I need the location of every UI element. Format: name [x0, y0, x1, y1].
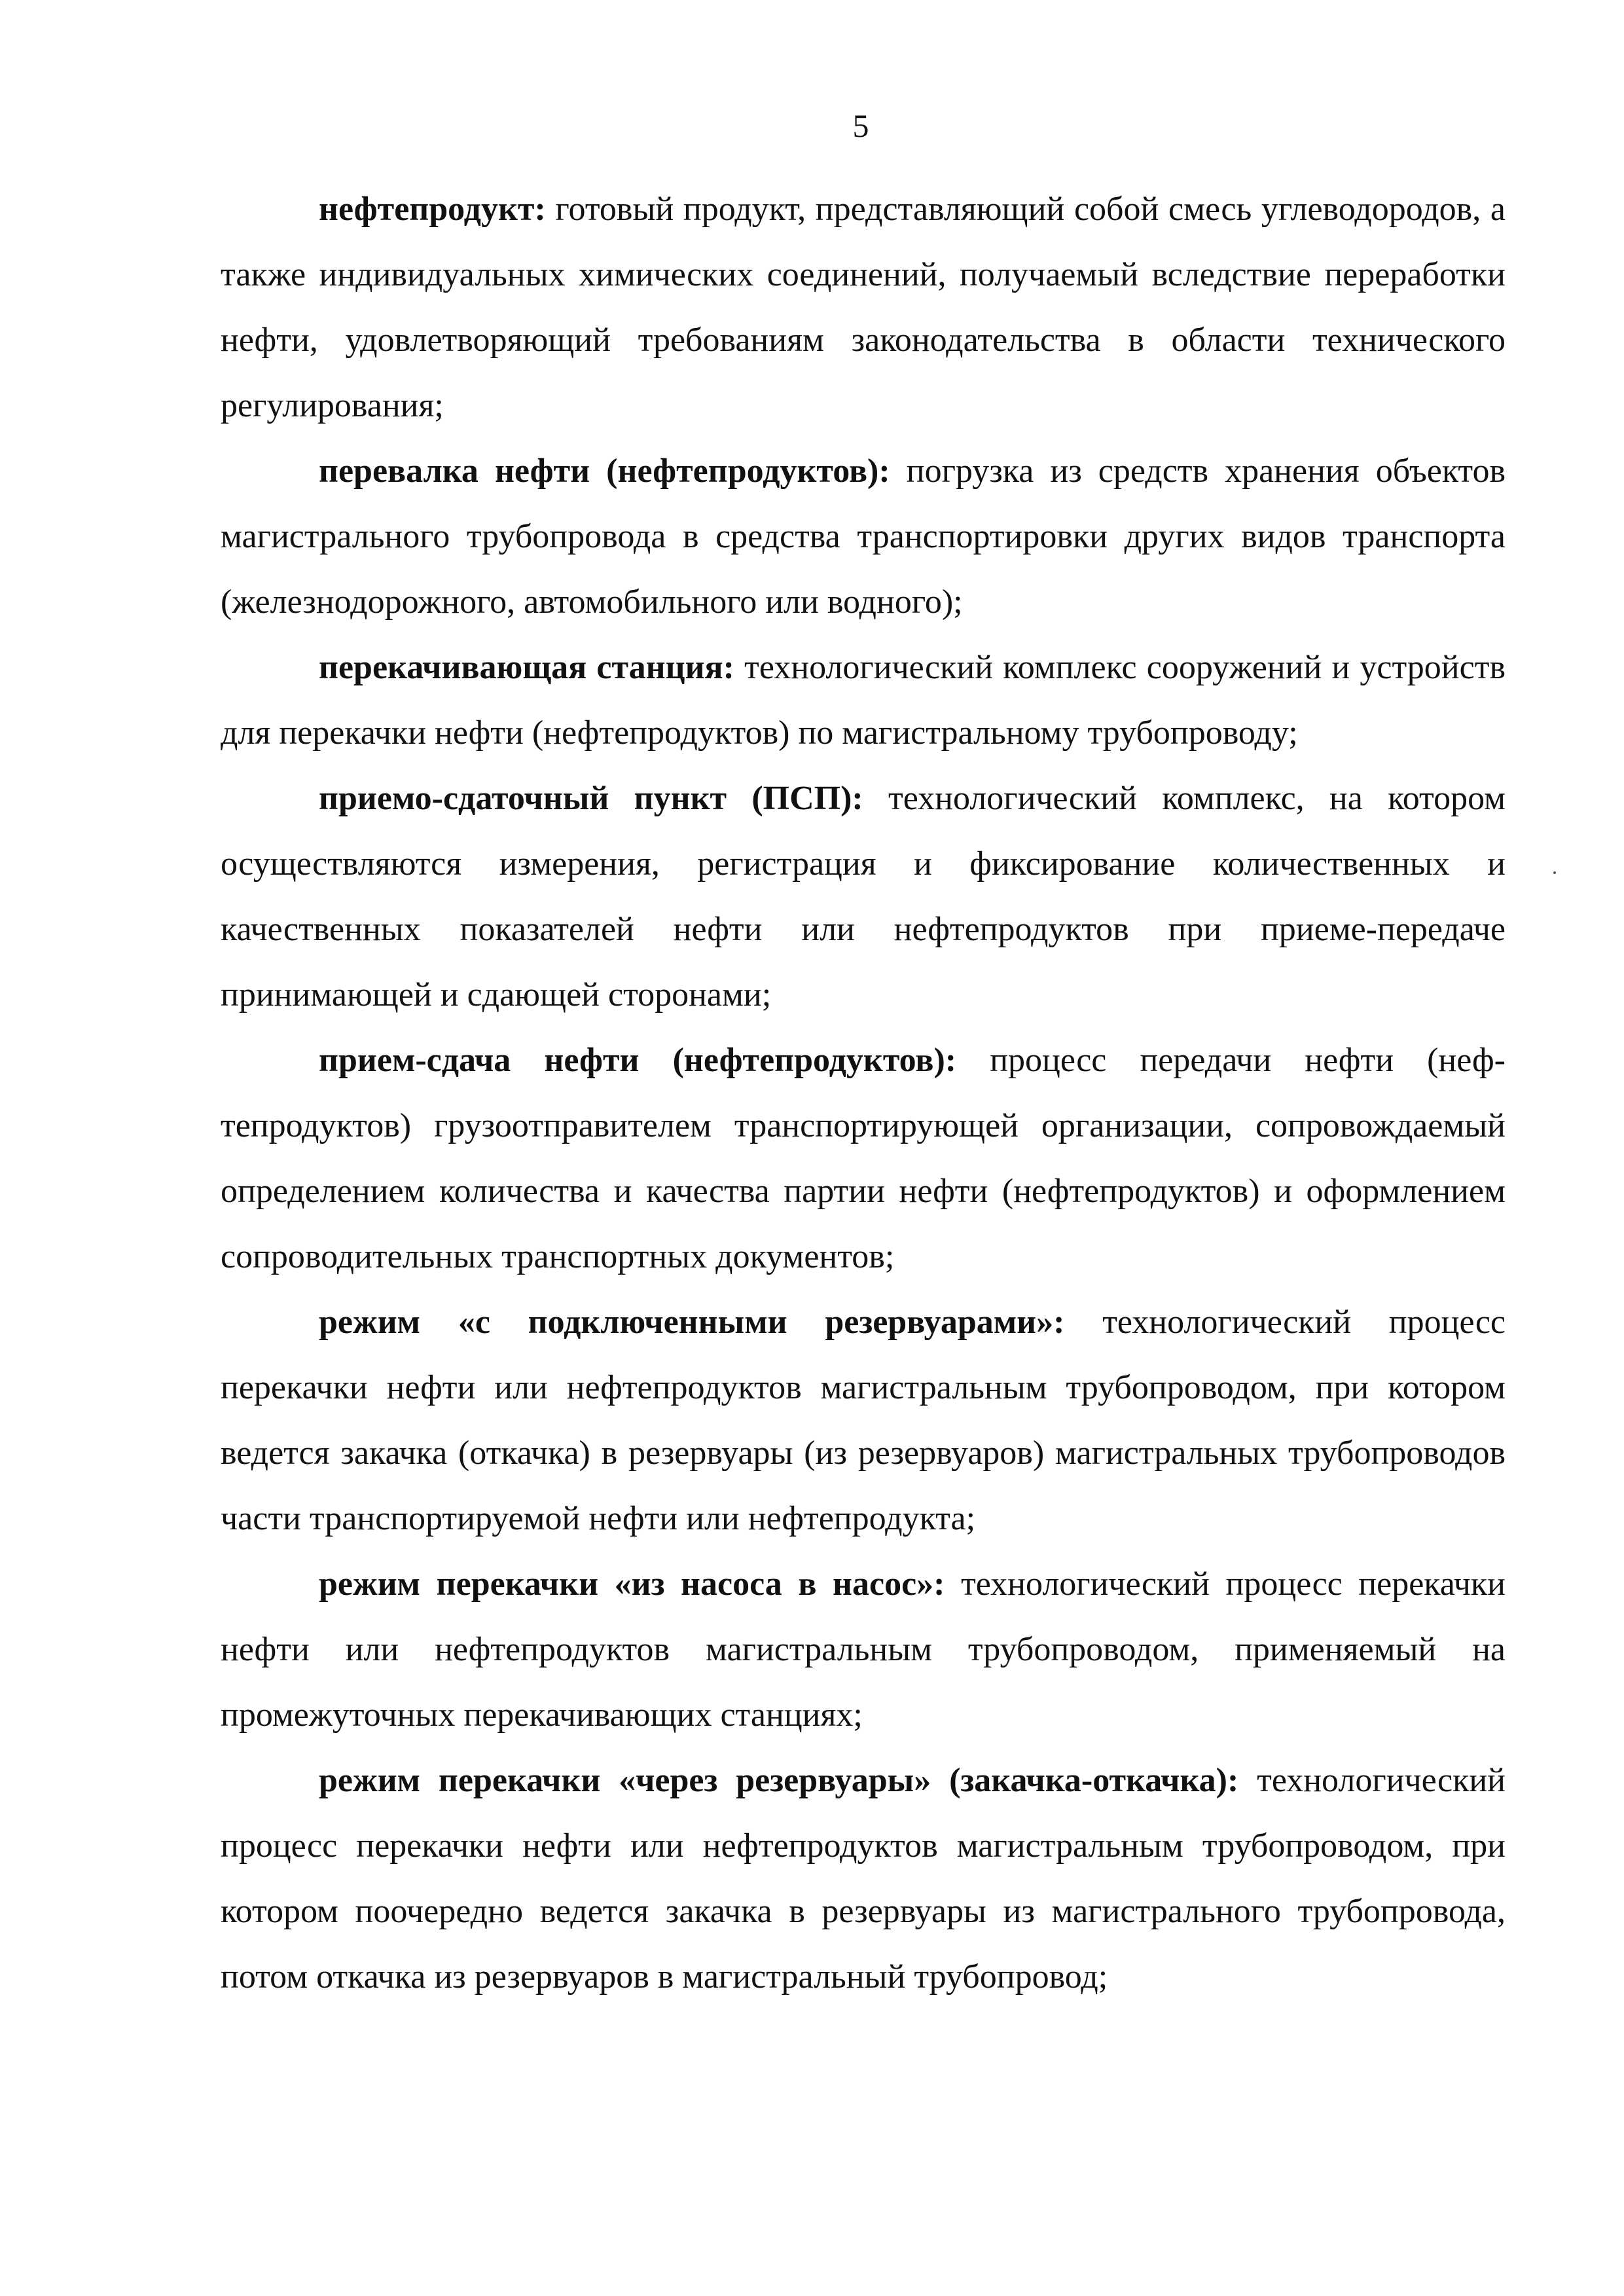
- definition-text: процесс передачи нефти (нефтепродуктов) грузоотправителем транспортирующей организации, сопровождаемый определением количества и качества партии нефти (нефтепродуктов) и оформлением сопроводительных транспортных документов;: [221, 1042, 1506, 1275]
- definition-term: прием-сдача нефти (нефтепродуктов):: [319, 1042, 957, 1079]
- definition-text: технологический процесс перекачки нефти или нефтепродуктов магистральным трубопроводом, применяемый на промежуточных перекачивающих станциях;: [221, 1565, 1506, 1734]
- definition-paragraph: [221, 1028, 1506, 1290]
- definition-term: перекачивающая станция:: [319, 649, 734, 686]
- definition-paragraph: [221, 1290, 1506, 1552]
- definition-term: перевалка нефти (нефтепродуктов):: [319, 452, 890, 490]
- definition-text: технологический комплекс сооружений и устройств для перекачки нефти (нефтепродуктов) по магистральному трубопроводу;: [221, 649, 1506, 752]
- definition-text: погрузка из средств хранения объектов магистрального трубопровода в средства транспортировки других видов транспорта (железнодорожного, автомобильного или водного);: [221, 452, 1506, 621]
- definition-paragraph: [221, 1552, 1506, 1748]
- definition-term: режим перекачки «через резервуары» (закачка-откачка):: [319, 1762, 1239, 1799]
- definitions-list: [221, 177, 1506, 2010]
- definition-text: технологический комплекс, на котором осуществляются измерения, регистрация и фиксирование количественных и качественных показателей нефти или нефтепродуктов при приеме-передаче принимающей и сдающей сторонами;: [221, 780, 1506, 1013]
- definition-term: нефтепродукт:: [319, 191, 546, 228]
- definition-term: режим «с подключенными резервуарами»:: [319, 1303, 1065, 1341]
- definition-paragraph: [221, 439, 1506, 635]
- definition-text: технологический процесс перекачки нефти или нефтепродуктов магистральным трубопроводом, при котором ведется закачка (откачка) в резервуары (из резервуаров) магистральных трубопроводов части транспортируемой нефти или нефтепродукта;: [221, 1303, 1506, 1537]
- definition-term: режим перекачки «из насоса в насос»:: [319, 1565, 945, 1603]
- definition-paragraph: [221, 1748, 1506, 2010]
- scan-speck: [1553, 871, 1556, 874]
- page-number: 5: [852, 107, 869, 144]
- definition-text: технологический процесс перекачки нефти или нефтепродуктов магистральным трубопроводом, при котором поочередно ведется закачка в резервуары из магистрального трубопровода, потом откачка из резервуаров в магистральный трубопровод;: [221, 1762, 1506, 1995]
- definition-text: готовый продукт, представляющий собой смесь углеводородов, а также индивидуальных химических соединений, получаемый вследствие переработки нефти, удовлетворяющий требованиям законодательства в области технического регулирования;: [221, 191, 1506, 424]
- definition-term: приемо-сдаточный пункт (ПСП):: [319, 780, 863, 817]
- definition-paragraph: [221, 177, 1506, 439]
- definition-paragraph: [221, 766, 1506, 1028]
- definition-paragraph: [221, 635, 1506, 766]
